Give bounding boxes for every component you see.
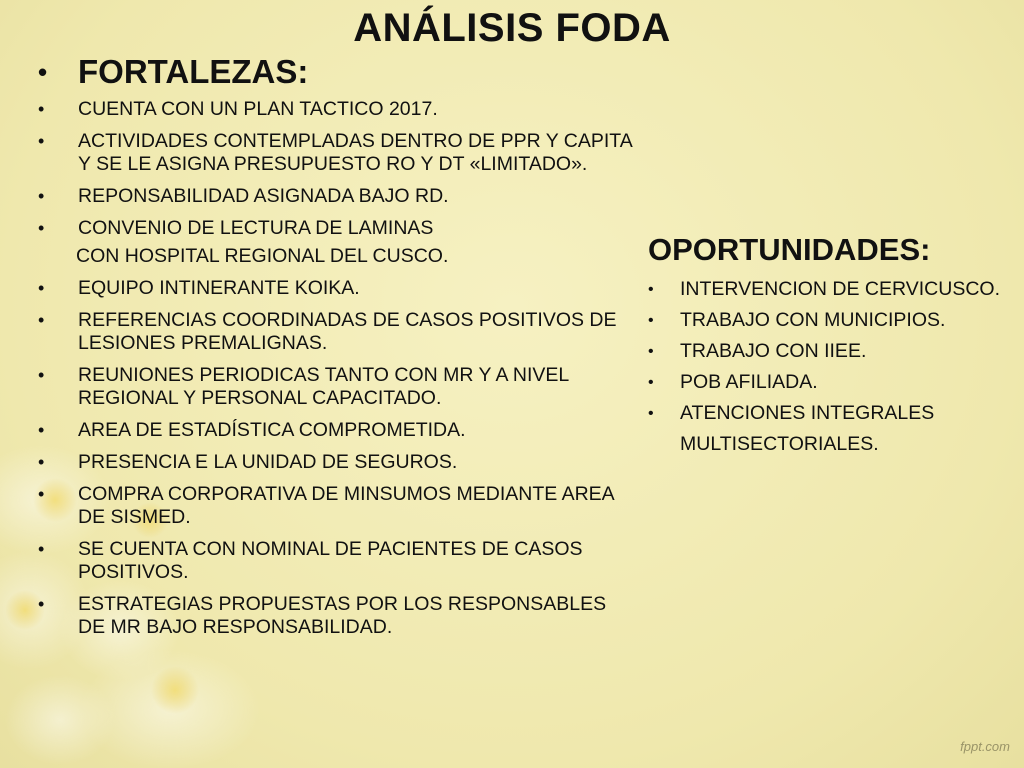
list-item	[38, 483, 638, 529]
list-item	[38, 593, 638, 639]
list-item	[648, 336, 1008, 367]
list-item	[38, 451, 638, 474]
bullet-icon: •	[38, 310, 45, 330]
list-item-text: SE CUENTA CON NOMINAL DE PACIENTES DE CASOS POSITIVOS.	[78, 538, 583, 583]
bullet-icon: •	[38, 484, 45, 504]
list-item-text: REUNIONES PERIODICAS TANTO CON MR Y A NIVEL REGIONAL Y PERSONAL CAPACITADO.	[78, 364, 569, 409]
list-item-text: PRESENCIA E LA UNIDAD DE SEGUROS.	[78, 451, 458, 473]
list-item-text: TRABAJO CON MUNICIPIOS.	[680, 309, 946, 331]
list-item-text: COMPRA CORPORATIVA DE MINSUMOS MEDIANTE AREA DE SISMED.	[78, 483, 614, 528]
bullet-icon: •	[38, 56, 48, 87]
list-item	[38, 309, 638, 355]
list-item	[38, 419, 638, 442]
list-item-text: CON HOSPITAL REGIONAL DEL CUSCO.	[76, 245, 449, 267]
list-item-text: CUENTA CON UN PLAN TACTICO 2017.	[78, 98, 438, 120]
list-item-text: AREA DE ESTADÍSTICA COMPROMETIDA.	[78, 419, 466, 441]
list-item	[648, 367, 1008, 398]
list-item-text: REFERENCIAS COORDINADAS DE CASOS POSITIVOS DE LESIONES PREMALIGNAS.	[78, 309, 617, 354]
list-item-text: ATENCIONES INTEGRALES MULTISECTORIALES.	[680, 402, 935, 455]
list-item	[648, 305, 1008, 336]
fortalezas-section	[38, 52, 638, 648]
bullet-icon: •	[38, 539, 45, 559]
slide-title: ANÁLISIS FODA	[353, 6, 671, 50]
bullet-icon: •	[38, 99, 45, 119]
list-item	[38, 217, 638, 240]
watermark: fppt.com	[960, 739, 1010, 754]
oportunidades-heading: OPORTUNIDADES:	[648, 232, 931, 267]
bullet-icon: •	[38, 594, 45, 614]
list-item	[38, 185, 638, 208]
list-item-text: POB AFILIADA.	[680, 371, 818, 393]
bullet-icon: •	[648, 374, 654, 391]
fortalezas-list	[38, 98, 638, 639]
list-item-text: CONVENIO DE LECTURA DE LAMINAS	[78, 217, 434, 239]
list-item-text: REPONSABILIDAD ASIGNADA BAJO RD.	[78, 185, 449, 207]
list-item-text: TRABAJO CON IIEE.	[680, 340, 867, 362]
bullet-icon: •	[648, 312, 654, 329]
list-item	[38, 98, 638, 121]
bullet-icon: •	[648, 343, 654, 360]
bullet-icon: •	[648, 405, 654, 422]
list-item	[38, 538, 638, 584]
bullet-icon: •	[38, 365, 45, 385]
list-item-text: ACTIVIDADES CONTEMPLADAS DENTRO DE PPR Y CAPITA Y SE LE ASIGNA PRESUPUESTO RO Y DT «LIMITADO».	[78, 130, 632, 175]
bullet-icon: •	[38, 131, 45, 151]
list-item-text: ESTRATEGIAS PROPUESTAS POR LOS RESPONSABLES DE MR BAJO RESPONSABILIDAD.	[78, 593, 607, 638]
list-item-continuation	[38, 245, 638, 268]
bullet-icon: •	[38, 186, 45, 206]
bullet-icon: •	[38, 278, 45, 298]
bullet-icon: •	[648, 281, 654, 298]
list-item	[38, 130, 638, 176]
oportunidades-section	[648, 232, 1008, 460]
list-item-text: EQUIPO INTINERANTE KOIKA.	[78, 277, 360, 299]
list-item	[648, 274, 1008, 305]
oportunidades-list	[648, 274, 1008, 460]
fortalezas-heading-label: FORTALEZAS:	[78, 53, 309, 90]
list-item	[38, 277, 638, 300]
fortalezas-heading	[38, 52, 638, 92]
bullet-icon: •	[38, 452, 45, 472]
bullet-icon: •	[38, 218, 45, 238]
list-item	[38, 364, 638, 410]
list-item	[648, 398, 1008, 460]
bullet-icon: •	[38, 420, 45, 440]
list-item-text: INTERVENCION DE CERVICUSCO.	[680, 278, 1000, 300]
